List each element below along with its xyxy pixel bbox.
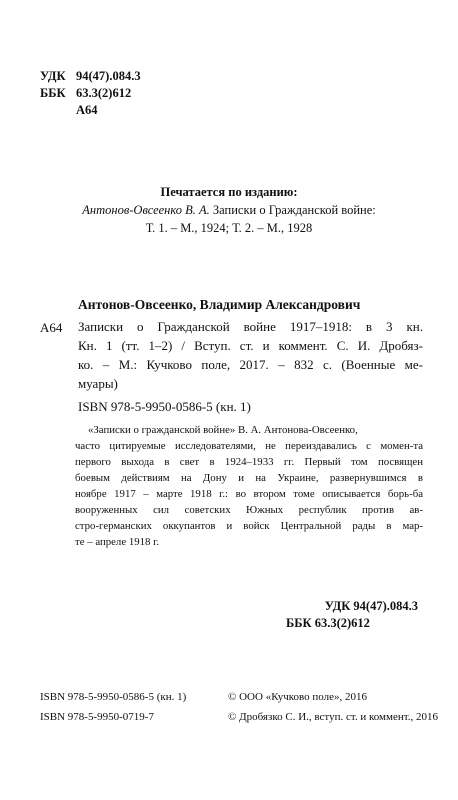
footer-isbn-set: ISBN 978-5-9950-0719-7 xyxy=(40,711,154,723)
record-line-3: ко. – М.: Кучково поле, 2017. – 832 с. (Военные ме- xyxy=(78,357,423,372)
bbk-repeat: ББК 63.3(2)612 xyxy=(286,616,370,630)
bbk-line xyxy=(40,87,131,100)
reprint-source xyxy=(0,204,458,217)
record-line-4: муары) xyxy=(78,376,118,391)
annotation-line-4: боевым действиям на Дону и на Украине, развернувшимся в xyxy=(75,472,423,484)
footer-isbn-volume: ISBN 978-5-9950-0586-5 (кн. 1) xyxy=(40,691,187,703)
author-mark-record: А64 xyxy=(40,320,63,335)
record-line-2: Кн. 1 (тт. 1–2) / Вступ. ст. и коммент. С. И. Дробяз- xyxy=(78,338,423,353)
bbk-value: 63.3(2)612 xyxy=(76,86,132,100)
annotation-line-8: те – апреле 1918 г. xyxy=(75,536,160,548)
annotation-line-7: стро-германских оккупантов и войск Центральной рады в мар- xyxy=(75,520,423,532)
udk-value: 94(47).084.3 xyxy=(76,69,141,83)
footer-copyright-publisher: © ООО «Кучково поле», 2016 xyxy=(228,691,367,703)
reprint-source-title: Записки о Гражданской войне: xyxy=(212,203,376,217)
annotation-line-5: ноябре 1917 – марте 1918 г.: во втором томе описывается борь-ба xyxy=(75,488,423,500)
footer-copyright-editor: © Дробязко С. И., вступ. ст. и коммент., 2016 xyxy=(228,711,438,723)
annotation-line-2: часто цитируемые исследователями, не переиздавались с момен-та xyxy=(75,440,423,452)
record-line-1: Записки о Гражданской войне 1917–1918: в 3 кн. xyxy=(78,319,423,334)
record-isbn: ISBN 978-5-9950-0586-5 (кн. 1) xyxy=(78,399,251,414)
annotation-line-1: «Записки о гражданской войне» В. А. Антонова-Овсеенко, xyxy=(88,424,358,436)
udk-line xyxy=(40,70,141,83)
author-mark-top: А64 xyxy=(76,103,98,117)
annotation-line-3: первого выхода в свет в 1924–1933 гг. Первый том посвящен xyxy=(75,456,423,468)
udk-label: УДК xyxy=(40,69,66,83)
udk-repeat: УДК 94(47).084.3 xyxy=(324,599,418,613)
annotation-line-6: вооруженных сил советских Южных республик против ав- xyxy=(75,504,423,516)
reprint-source-author: Антонов-Овсеенко В. А. xyxy=(82,203,210,217)
reprint-volumes: Т. 1. – М., 1924; Т. 2. – М., 1928 xyxy=(145,221,313,235)
reprint-heading: Печатается по изданию: xyxy=(160,185,298,199)
bbk-label: ББК xyxy=(40,86,66,100)
author-heading: Антонов-Овсеенко, Владимир Александрович xyxy=(78,297,361,312)
